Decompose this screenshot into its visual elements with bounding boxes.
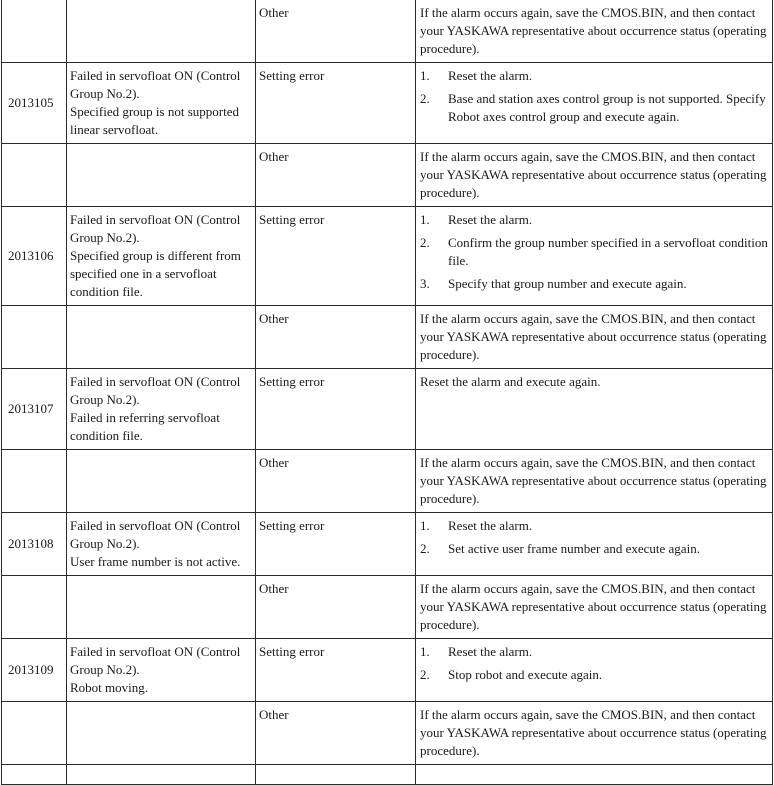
alarm-row — [2, 306, 773, 369]
alarm-row — [2, 702, 773, 765]
alarm-code-cell: 2013106 — [2, 207, 67, 306]
remedy-step-text: Reset the alarm. — [448, 644, 533, 659]
remedy-step-text: Specify that group number and execute again. — [448, 276, 687, 291]
alarm-row — [2, 0, 773, 63]
remedy-step-number: 2. — [420, 235, 430, 250]
alarm-remedy-cell — [416, 765, 773, 785]
description-line: Failed in servofloat ON (Control Group No.2). — [70, 518, 241, 551]
alarm-description-cell — [67, 0, 256, 63]
alarm-cause-cell: Setting error — [256, 639, 416, 702]
alarm-row — [2, 207, 773, 306]
remedy-step-text: Confirm the group number specified in a servofloat condition file. — [448, 235, 768, 268]
description-line: Specified group is different from specified one in a servofloat condition file. — [70, 248, 241, 299]
remedy-step — [420, 275, 768, 293]
remedy-step-text: Base and station axes control group is not supported. Specify Robot axes control group and execute again. — [448, 91, 766, 124]
remedy-step-number: 1. — [420, 518, 430, 533]
remedy-step-number: 2. — [420, 91, 430, 106]
remedy-step-text: Reset the alarm. — [448, 518, 533, 533]
alarm-code-cell — [2, 576, 67, 639]
alarm-cause-cell: Other — [256, 450, 416, 513]
remedy-step — [420, 211, 768, 229]
alarm-code-cell: 2013105 — [2, 63, 67, 144]
alarm-row — [2, 450, 773, 513]
remedy-step — [420, 90, 768, 126]
alarm-row — [2, 513, 773, 576]
remedy-step-text: Reset the alarm. — [448, 212, 533, 227]
alarm-description-cell — [67, 450, 256, 513]
alarm-code-cell — [2, 765, 67, 785]
alarm-row — [2, 576, 773, 639]
alarm-code-cell — [2, 702, 67, 765]
alarm-code-cell: 2013108 — [2, 513, 67, 576]
remedy-step-text: Stop robot and execute again. — [448, 667, 603, 682]
alarm-description-cell — [67, 576, 256, 639]
alarm-code-cell — [2, 450, 67, 513]
remedy-step — [420, 517, 768, 535]
alarm-remedy-cell: If the alarm occurs again, save the CMOS.BIN, and then contact your YASKAWA representative about occurrence status (operating procedure). — [416, 306, 773, 369]
remedy-step-number: 1. — [420, 212, 430, 227]
description-line: Failed in servofloat ON (Control Group No.2). — [70, 68, 241, 101]
remedy-step-number: 1. — [420, 644, 430, 659]
alarm-remedy-cell: If the alarm occurs again, save the CMOS.BIN, and then contact your YASKAWA representative about occurrence status (operating procedure). — [416, 144, 773, 207]
alarm-table-body — [2, 0, 773, 785]
remedy-step-text: Reset the alarm. — [448, 68, 533, 83]
alarm-cause-cell — [256, 765, 416, 785]
remedy-step-number: 2. — [420, 541, 430, 556]
remedy-step — [420, 67, 768, 85]
remedy-step-number: 2. — [420, 667, 430, 682]
alarm-remedy-cell — [416, 513, 773, 576]
description-line: Robot moving. — [70, 680, 149, 695]
alarm-remedy-cell: If the alarm occurs again, save the CMOS.BIN, and then contact your YASKAWA representative about occurrence status (operating procedure). — [416, 702, 773, 765]
alarm-description-cell — [67, 144, 256, 207]
description-line: Failed in servofloat ON (Control Group No.2). — [70, 212, 241, 245]
alarm-row — [2, 144, 773, 207]
description-line: User frame number is not active. — [70, 554, 241, 569]
alarm-description-cell — [67, 306, 256, 369]
alarm-code-cell — [2, 144, 67, 207]
remedy-step — [420, 643, 768, 661]
alarm-code-cell — [2, 306, 67, 369]
alarm-remedy-cell — [416, 207, 773, 306]
description-line: Failed in servofloat ON (Control Group No.2). — [70, 374, 241, 407]
description-line: Failed in servofloat ON (Control Group No.2). — [70, 644, 241, 677]
alarm-cause-cell: Other — [256, 144, 416, 207]
alarm-description-cell — [67, 369, 256, 450]
alarm-code-cell — [2, 0, 67, 63]
alarm-cause-cell: Other — [256, 306, 416, 369]
alarm-table — [1, 0, 773, 785]
remedy-step-number: 3. — [420, 276, 430, 291]
alarm-row — [2, 639, 773, 702]
alarm-description-cell — [67, 207, 256, 306]
alarm-cause-cell: Other — [256, 702, 416, 765]
alarm-row — [2, 369, 773, 450]
alarm-remedy-cell — [416, 63, 773, 144]
alarm-cause-cell: Other — [256, 576, 416, 639]
alarm-remedy-cell: If the alarm occurs again, save the CMOS.BIN, and then contact your YASKAWA representative about occurrence status (operating procedure). — [416, 576, 773, 639]
alarm-cause-cell: Setting error — [256, 513, 416, 576]
remedy-step — [420, 234, 768, 270]
alarm-remedy-cell: If the alarm occurs again, save the CMOS.BIN, and then contact your YASKAWA representative about occurrence status (operating procedure). — [416, 0, 773, 63]
alarm-remedy-cell: If the alarm occurs again, save the CMOS.BIN, and then contact your YASKAWA representative about occurrence status (operating procedure). — [416, 450, 773, 513]
description-line: Failed in referring servofloat condition file. — [70, 410, 220, 443]
alarm-remedy-cell: Reset the alarm and execute again. — [416, 369, 773, 450]
alarm-description-cell — [67, 63, 256, 144]
alarm-description-cell — [67, 702, 256, 765]
alarm-code-cell: 2013107 — [2, 369, 67, 450]
alarm-cause-cell: Setting error — [256, 63, 416, 144]
alarm-cause-cell: Setting error — [256, 207, 416, 306]
remedy-step — [420, 540, 768, 558]
alarm-cause-cell: Other — [256, 0, 416, 63]
alarm-description-cell — [67, 639, 256, 702]
alarm-row — [2, 63, 773, 144]
alarm-code-cell: 2013109 — [2, 639, 67, 702]
alarm-row — [2, 765, 773, 785]
alarm-remedy-cell — [416, 639, 773, 702]
alarm-cause-cell: Setting error — [256, 369, 416, 450]
description-line: Specified group is not supported linear servofloat. — [70, 104, 239, 137]
alarm-description-cell — [67, 765, 256, 785]
remedy-step — [420, 666, 768, 684]
remedy-step-text: Set active user frame number and execute again. — [448, 541, 700, 556]
remedy-step-number: 1. — [420, 68, 430, 83]
alarm-description-cell — [67, 513, 256, 576]
